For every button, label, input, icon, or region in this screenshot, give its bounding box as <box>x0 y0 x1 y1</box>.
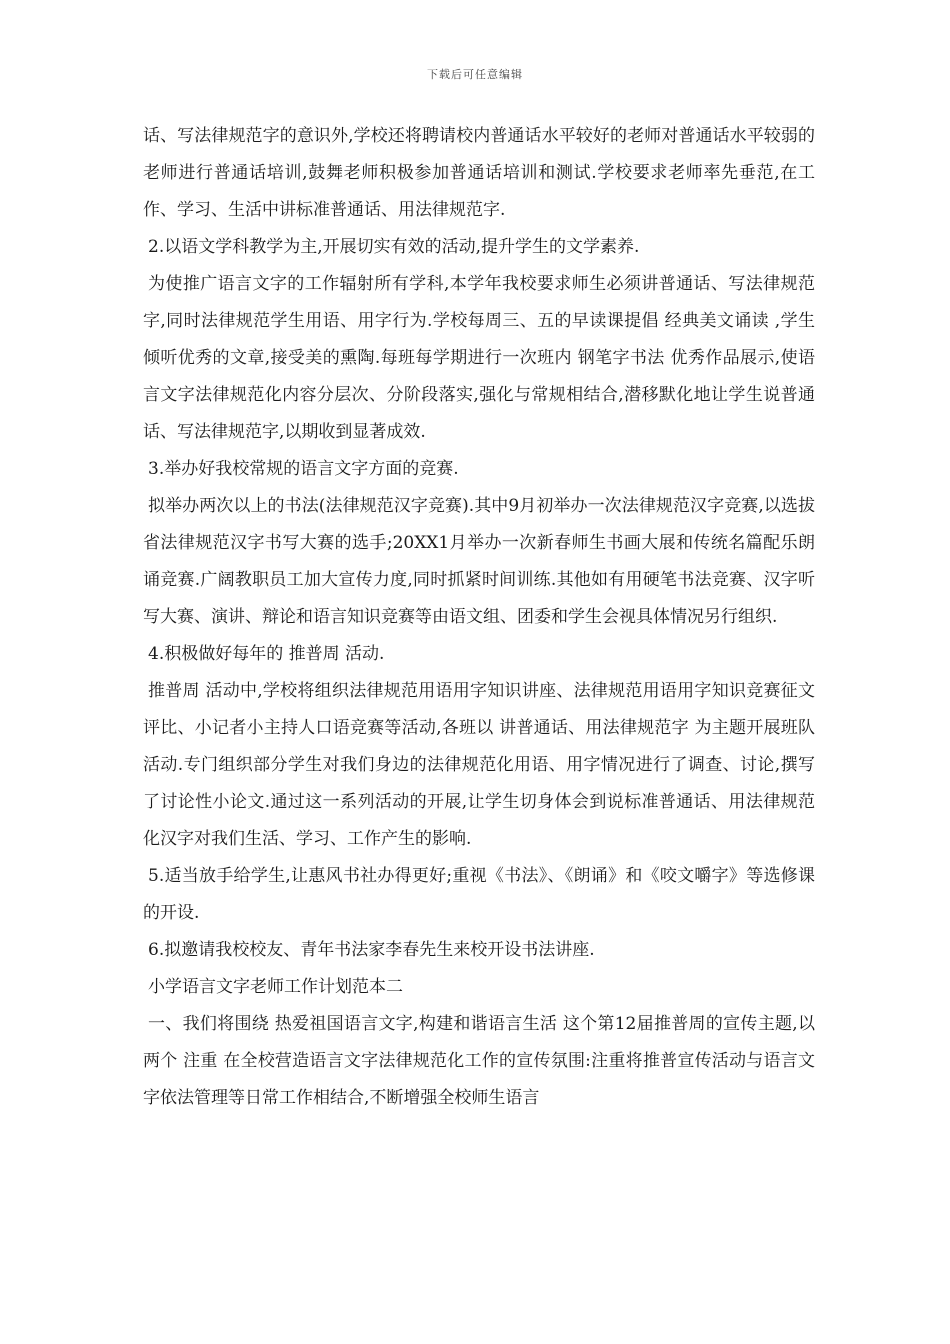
document-body <box>143 118 815 1117</box>
paragraph: 2.以语文学科教学为主,开展切实有效的活动,提升学生的文学素养. <box>148 237 640 257</box>
paragraph: 话、写法律规范字的意识外,学校还将聘请校内普通话水平较好的老师对普通话水平较弱的老师进行普通话培训,鼓舞老师积极参加普通话培训和测试.学校要求老师率先垂范,在工作、学习、生活中讲标准普通话、用法律规范字. <box>143 126 815 220</box>
paragraph: 5.适当放手给学生,让惠风书社办得更好;重视《书法》、《朗诵》和《咬文嚼字》等选修课的开设. <box>143 866 815 923</box>
paragraph: 为使推广语言文字的工作辐射所有学科,本学年我校要求师生必须讲普通话、写法律规范字,同时法律规范学生用语、用字行为.学校每周三、五的早读课提倡 经典美文诵读 ,学生倾听优秀的文章,接受美的熏陶.每班每学期进行一次班内 钢笔字书法 优秀作品展示,使语言文字法律规范化内容分层次、分阶段落实,强化与常规相结合,潜移默化地让学生说普通话、写法律规范字,以期收到显著成效. <box>143 274 815 442</box>
paragraph: 一、我们将围绕 热爱祖国语言文字,构建和谐语言生活 这个第12届推普周的宣传主题,以两个 注重 在全校营造语言文字法律规范化工作的宣传氛围:注重将推普宣传活动与语言文字依法管理等日常工作相结合,不断增强全校师生语言 <box>143 1014 815 1108</box>
paragraph: 6.拟邀请我校校友、青年书法家李春先生来校开设书法讲座. <box>148 940 595 960</box>
paragraph: 3.举办好我校常规的语言文字方面的竞赛. <box>148 459 459 479</box>
paragraph: 4.积极做好每年的 推普周 活动. <box>148 644 385 664</box>
section-title: 小学语言文字老师工作计划范本二 <box>148 977 403 997</box>
page-header: 下载后可任意编辑 <box>427 68 523 81</box>
paragraph: 拟举办两次以上的书法(法律规范汉字竞赛).其中9月初举办一次法律规范汉字竞赛,以选拔省法律规范汉字书写大赛的选手;20XX1月举办一次新春师生书画大展和传统名篇配乐朗诵竞赛.广阔教职员工加大宣传力度,同时抓紧时间训练.其他如有用硬笔书法竞赛、汉字听写大赛、演讲、辩论和语言知识竞赛等由语文组、团委和学生会视具体情况另行组织. <box>143 496 815 627</box>
paragraph: 推普周 活动中,学校将组织法律规范用语用字知识讲座、法律规范用语用字知识竞赛征文评比、小记者小主持人口语竞赛等活动,各班以 讲普通话、用法律规范字 为主题开展班队活动.专门组织部分学生对我们身边的法律规范化用语、用字情况进行了调查、讨论,撰写了讨论性小论文.通过这一系列活动的开展,让学生切身体会到说标准普通话、用法律规范化汉字对我们生活、学习、工作产生的影响. <box>143 681 815 849</box>
